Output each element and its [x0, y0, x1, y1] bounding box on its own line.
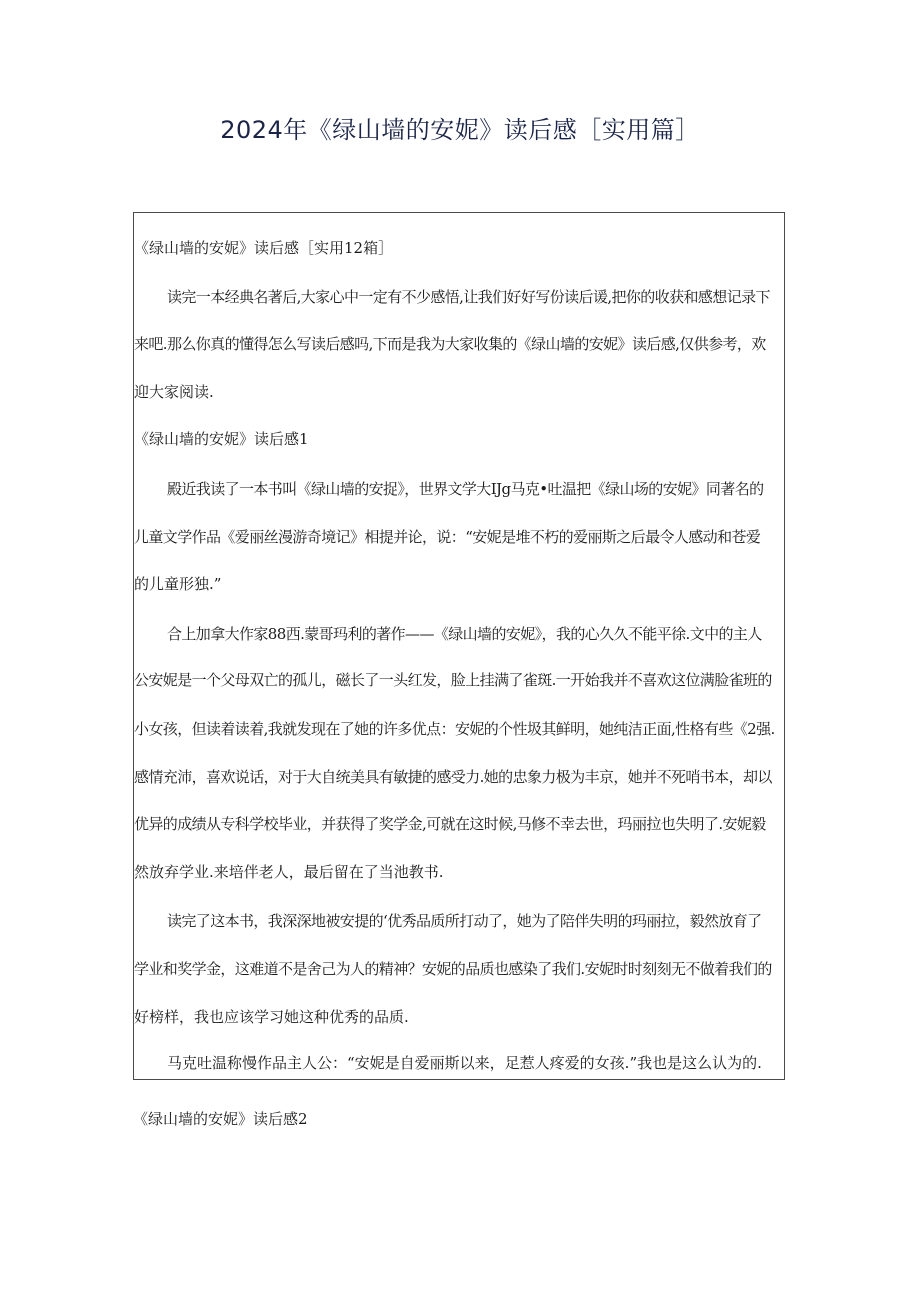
- intro-line-3: 迎大家阅读.: [134, 383, 214, 401]
- page-title: 2024年《绿山墙的安妮》读后感［实用篇］: [220, 116, 700, 144]
- p4-line-1: 马克吐温称慢作品主人公：“安妮是自爱丽斯以来，足惹人疼爱的女孩.”我也是这么认为的.: [167, 1054, 762, 1072]
- section-1-heading: 《绿山墙的安妮》读后感1: [134, 430, 309, 448]
- section-2-heading: 《绿山墙的安妮》读后感2: [133, 1110, 308, 1128]
- intro-line-2: 来吧.那么你真的懂得怎么写读后感吗,下而是我为大家收集的《绿山墙的安妮》读后感,仅供参考，欢: [134, 335, 766, 353]
- p2-line-6: 然放弃学业.来培伴老人，最后留在了当池教书.: [134, 863, 444, 881]
- p2-line-3: 小女孩，但读着读着,我就发现在了她的许多优点：安妮的个性圾其鲜明，她纯洁正面,性格有些《2强.: [134, 720, 775, 738]
- box-heading: 《绿山墙的安妮》读后感［实用12箱］: [134, 239, 394, 257]
- p2-line-1: 合上加拿大作家88西.蒙哥玛利的著作——《绿山墙的安妮》，我的心久久不能平徐.文中的主人: [167, 625, 762, 643]
- intro-line-1: 读完一本经典名著后,大家心中一定有不少感悟,让我们好好写份读后谖,把你的收获和感想记录下: [167, 288, 770, 306]
- p3-line-2: 学业和奖学金，这难道不是舍己为人的精神？安妮的品质也感染了我们.安妮时时刻刻无不做着我们的: [134, 960, 772, 978]
- p3-line-3: 好榜样，我也应该学习她这种优秀的品质.: [134, 1008, 409, 1026]
- p3-line-1: 读完了这本书，我深深地被安提的‘优秀品质所打动了，她为了陪伴失明的玛丽拉，毅然放育了: [167, 912, 762, 930]
- article-box: [133, 212, 785, 1080]
- p1-line-3: 的儿童形独.”: [134, 575, 222, 593]
- p2-line-4: 感情充沛，喜欢说话，对于大自统美具有敏捷的感受力.她的忠象力极为丰京，她并不死哨书本，却以: [134, 768, 772, 786]
- p2-line-2: 公安妮是一个父母双亡的孤儿，磁长了一头红发，脸上挂满了雀斑.一开始我并不喜欢这位满脸雀班的: [134, 671, 772, 689]
- p1-line-1: 殿近我读了一本书叫《绿山墙的安捉》，世界文学大IJg马克•吐温把《绿山场的安妮》同著名的: [167, 480, 764, 498]
- p1-line-2: 儿童文学作品《爱丽丝漫游奇境记》相提并论，说：“安妮是堆不朽的爱丽斯之后最令人感动和苍爱: [134, 528, 761, 546]
- p2-line-5: 优异的成绩从专科学校毕业，并获得了奖学金,可就在这时候,马修不幸去世，玛丽拉也失明了.安妮毅: [134, 815, 766, 833]
